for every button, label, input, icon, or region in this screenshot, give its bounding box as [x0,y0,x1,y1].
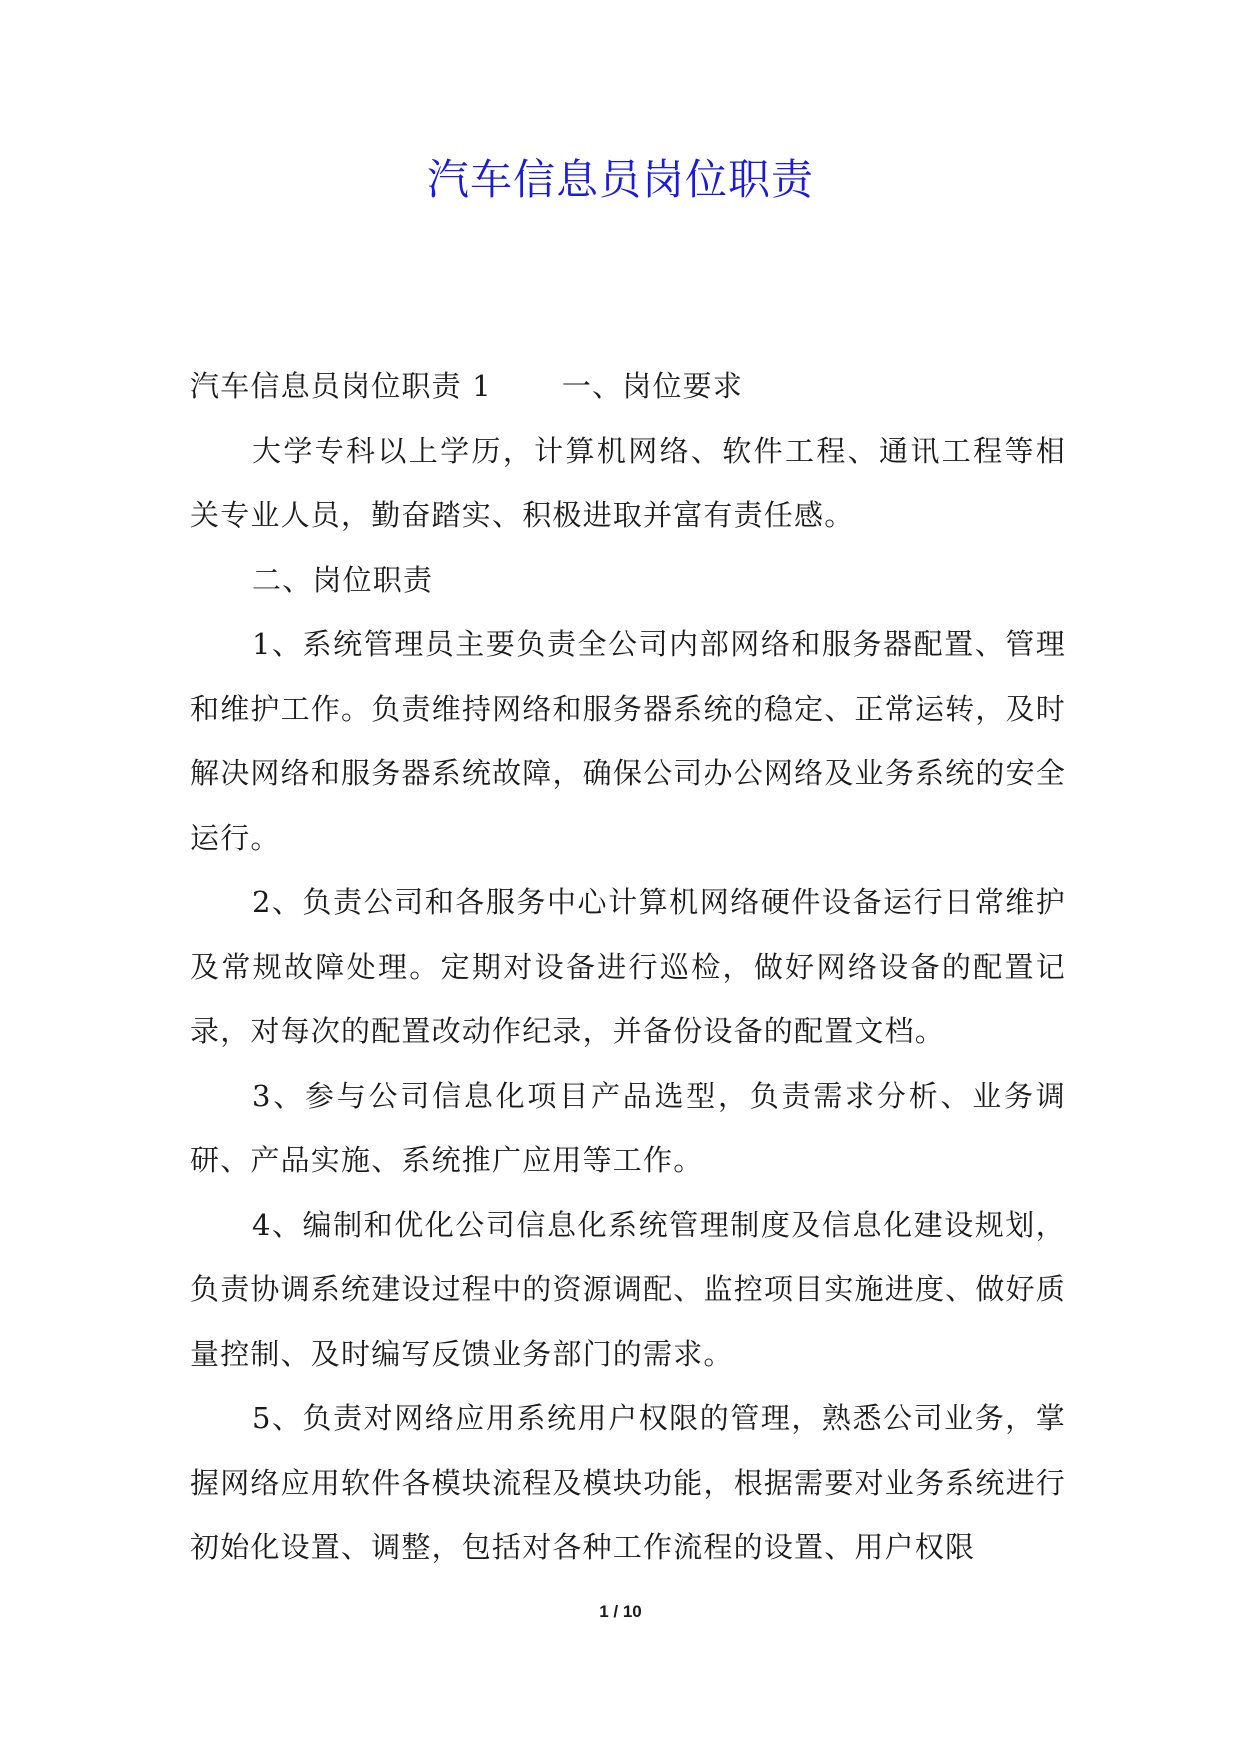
part1-heading: 一、岗位要求 [561,369,744,403]
paragraph-duty-3: 3、参与公司信息化项目产品选型，负责需求分析、业务调研、产品实施、系统推广应用等工作。 [190,1078,1066,1177]
paragraph-duty-5: 5、负责对网络应用系统用户权限的管理，熟悉公司业务，掌握网络应用软件各模块流程及模块功能，根据需要对业务系统进行初始化设置、调整，包括对各种工作流程的设置、用户权限 [190,1401,1066,1564]
part2-heading: 二、岗位职责 [252,562,434,597]
section-heading-line [190,354,1066,419]
paragraph-duty-2: 2、负责公司和各服务中心计算机网络硬件设备运行日常维护及常规故障处理。定期对设备进行巡检，做好网络设备的配置记录，对每次的配置改动作纪录，并备份设备的配置文档。 [190,885,1066,1048]
document-body [190,354,1066,1580]
document-title: 汽车信息员岗位职责 [426,155,814,204]
paragraph-duty-4: 4、编制和优化公司信息化系统管理制度及信息化建设规划，负责协调系统建设过程中的资源调配、监控项目实施进度、做好质量控制、及时编写反馈业务部门的需求。 [190,1207,1066,1371]
paragraph-duty-1: 1、系统管理员主要负责全公司内部网络和服务器配置、管理和维护工作。负责维持网络和服务器系统的稳定、正常运转，及时解决网络和服务器系统故障，确保公司办公网络及业务系统的安全运行。 [190,627,1066,855]
page-number: 1 / 10 [599,1602,642,1621]
section-heading: 汽车信息员岗位职责 1 [190,369,492,403]
paragraph-requirements: 大学专科以上学历，计算机网络、软件工程、通讯工程等相关专业人员，勤奋踏实、积极进取并富有责任感。 [190,433,1066,532]
